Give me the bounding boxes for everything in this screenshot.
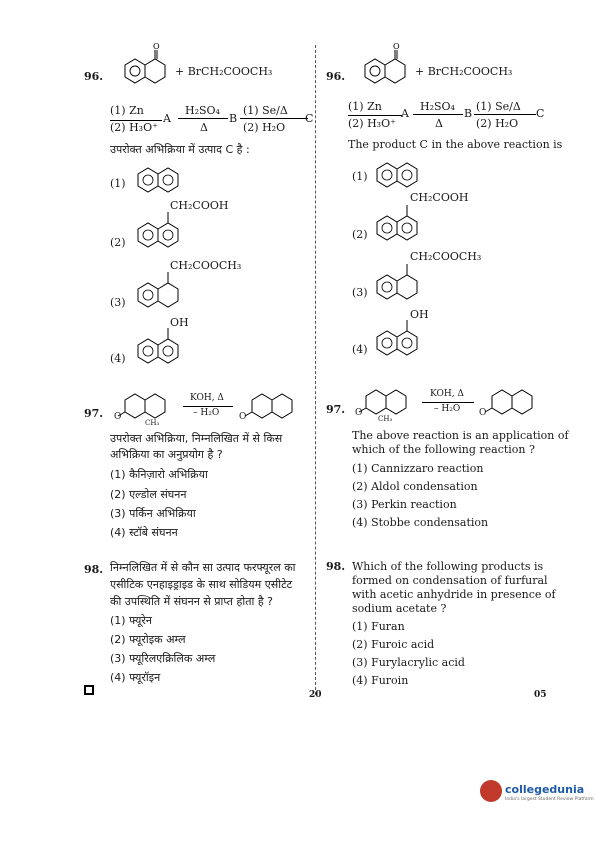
reaction-arrow — [183, 406, 233, 407]
question-number: 98. — [84, 563, 104, 576]
option-number: (2) — [352, 228, 368, 241]
option-3: (3) फ्यूरिलएक्रिलिक अम्ल — [110, 652, 216, 665]
enone-structure — [480, 384, 550, 420]
question-text: The above reaction is an application of — [352, 429, 569, 442]
option-number: (1) — [352, 170, 368, 183]
option-3: (3) Furylacrylic acid — [352, 656, 465, 669]
option-2: (2) Furoic acid — [352, 638, 435, 651]
option-4: (4) स्टॉबे संघनन — [110, 526, 178, 539]
condition-bottom: – H₂O — [193, 408, 220, 418]
svg-text:O: O — [393, 42, 400, 51]
product-b: B — [229, 112, 238, 125]
substituent-label: OH — [170, 316, 189, 329]
step3-a: (1) Se/Δ — [476, 100, 521, 113]
condition-top: KOH, Δ — [190, 393, 224, 403]
product-b: B — [464, 107, 473, 120]
step1-a: (1) Zn — [110, 104, 144, 117]
page-number: 20 — [309, 690, 322, 700]
product-a: A — [401, 107, 409, 120]
page-number: 05 — [534, 690, 547, 700]
option-4: (4) Stobbe condensation — [352, 516, 489, 529]
tetralone-structure — [110, 42, 170, 95]
oxygen-label: O — [239, 412, 247, 422]
square-marker — [84, 685, 94, 695]
question-number: 96. — [326, 70, 346, 83]
tetralin-ester-structure — [372, 262, 432, 307]
substituent-label: CH₂COOH — [170, 199, 229, 212]
heat-symbol: Δ — [200, 121, 208, 134]
product-c: C — [536, 107, 545, 120]
reaction-arrow — [474, 114, 536, 115]
reaction-arrow — [413, 114, 463, 115]
question-text: निम्नलिखित में से कौन सा उत्पाद फरफ्यूरल का — [110, 561, 296, 574]
naphthol-structure — [372, 318, 432, 363]
condition-top: KOH, Δ — [430, 389, 464, 399]
question-text: उपरोक्त अभिक्रिया, निम्नलिखित में से किस — [110, 432, 283, 445]
question-text: sodium acetate ? — [352, 602, 447, 615]
option-1: (1) कैनिज़ारो अभिक्रिया — [110, 468, 208, 481]
svg-text:O: O — [153, 42, 160, 51]
enone-structure — [240, 388, 310, 424]
option-1: (1) Furan — [352, 620, 405, 633]
question-number: 97. — [326, 403, 346, 416]
methyl-label: CH₃ — [145, 419, 160, 427]
substituent-label: CH₂COOCH₃ — [410, 250, 482, 263]
option-number: (4) — [110, 352, 126, 365]
naphthylacetic-acid-structure — [133, 210, 193, 255]
methyl-label: CH₃ — [378, 415, 393, 423]
naphthol-structure — [133, 326, 193, 371]
option-4: (4) Furoin — [352, 674, 409, 687]
option-2: (2) एल्डोल संघनन — [110, 488, 187, 501]
question-text: अभिक्रिया का अनुप्रयोग है ? — [110, 448, 223, 461]
reaction-arrow — [240, 118, 308, 119]
step3-b: (2) H₂O — [476, 117, 519, 130]
step3-b: (2) H₂O — [243, 121, 286, 134]
reagent-text: + BrCH₂COOCH₃ — [415, 65, 513, 78]
reagent-h2so4: H₂SO₄ — [420, 100, 455, 113]
question-text: Which of the following products is — [352, 560, 544, 573]
tetralone-structure — [350, 42, 410, 95]
naphthylacetic-acid-structure — [372, 203, 432, 248]
option-3: (3) Perkin reaction — [352, 498, 457, 511]
oxygen-label: O — [355, 408, 363, 418]
question-text: which of the following reaction ? — [352, 443, 535, 456]
question-text: की उपस्थिति में संघनन से प्राप्त होता है ? — [110, 595, 274, 608]
product-a: A — [163, 112, 171, 125]
column-divider — [315, 45, 316, 695]
substituent-label: OH — [410, 308, 429, 321]
collegedunia-logo[interactable]: collegedunia — [505, 783, 585, 796]
reagent-text: + BrCH₂COOCH₃ — [175, 65, 273, 78]
step1-b: (2) H₃O⁺ — [348, 117, 396, 130]
oxygen-label: O — [479, 408, 487, 418]
step1-a: (1) Zn — [348, 100, 382, 113]
question-number: 97. — [84, 407, 104, 420]
substituent-label: CH₂COOCH₃ — [170, 259, 242, 272]
heat-symbol: Δ — [435, 117, 443, 130]
option-4: (4) फ्यूरॉइन — [110, 671, 161, 684]
option-2: (2) Aldol condensation — [352, 480, 478, 493]
reaction-arrow — [348, 115, 402, 116]
option-1: (1) Cannizzaro reaction — [352, 462, 484, 475]
question-number: 96. — [84, 70, 104, 83]
naphthalene-structure — [372, 155, 432, 195]
logo-tagline: India's largest Student Review Platform — [505, 797, 594, 802]
collegedunia-logo-icon — [480, 780, 502, 802]
question-text: formed on condensation of furfural — [352, 574, 548, 587]
question-text: उपरोक्त अभिक्रिया में उत्पाद C है : — [110, 143, 250, 156]
question-text: with acetic anhydride in presence of — [352, 588, 556, 601]
reaction-arrow — [178, 118, 228, 119]
naphthalene-structure — [133, 160, 193, 200]
reaction-arrow — [110, 120, 162, 121]
option-1: (1) फ्यूरेन — [110, 614, 152, 627]
product-c: C — [305, 112, 314, 125]
option-number: (2) — [110, 236, 126, 249]
question-text: एसीटिक एनहाइड्राइड के साथ सोडियम एसीटेट — [110, 578, 293, 591]
option-3: (3) पर्किन अभिक्रिया — [110, 507, 196, 520]
step1-b: (2) H₃O⁺ — [110, 121, 158, 134]
condition-bottom: – H₂O — [434, 404, 461, 414]
substituent-label: CH₂COOH — [410, 191, 469, 204]
option-number: (1) — [110, 177, 126, 190]
oxygen-label: O — [114, 412, 122, 422]
tetralin-ester-structure — [133, 270, 193, 315]
option-number: (4) — [352, 343, 368, 356]
reagent-h2so4: H₂SO₄ — [185, 104, 220, 117]
reaction-arrow — [422, 402, 474, 403]
option-number: (3) — [110, 296, 126, 309]
step3-a: (1) Se/Δ — [243, 104, 288, 117]
option-number: (3) — [352, 286, 368, 299]
question-number: 98. — [326, 560, 346, 573]
question-text: The product C in the above reaction is — [348, 138, 563, 151]
option-2: (2) फ्यूरोइक अम्ल — [110, 633, 186, 646]
